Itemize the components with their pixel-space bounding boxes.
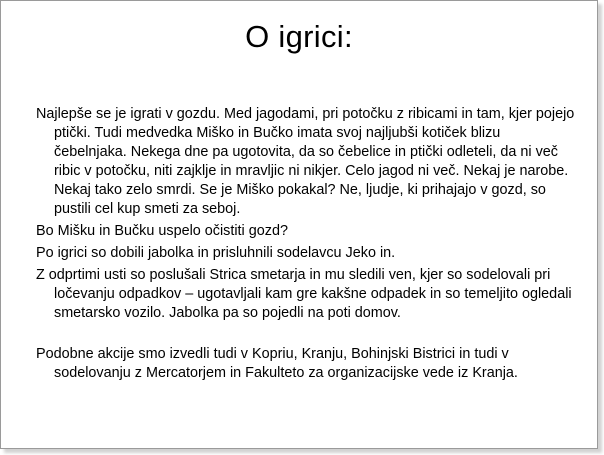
slide-title: O igrici: bbox=[245, 19, 353, 54]
garbage-man-paragraph: Z odprtimi usti so poslušali Strica smetarja in mu sledili ven, kjer so sodelovali pri ločevanju odpadkov – ugotavljali kam gre kakšne odpadek in so temeljito ogledali smetarsko vozilo. Jabolka pa so pojedli na poti domov. bbox=[36, 267, 572, 321]
slide-body bbox=[36, 105, 576, 386]
story-paragraph: Najlepše se je igrati v gozdu. Med jagodami, pri potočku z ribicami in tam, kjer pojejo ptički. Tudi medvedka Miško in Bučko imata svoj najljubši kotiček blizu čebelnjaka. Nekega dne pa ugotovita, da so čebelice in ptički odleteli, da ni več ribic v potočku, niti zajklje in mravljic ni nikjer. Celo jagod ni več. Nekaj je narobe. Nekaj tako zelo smrdi. Se je Miško pokakal? Ne, ljudje, ki prihajajo v gozd, so pustili cel kup smeti za seboj. bbox=[36, 106, 575, 217]
similar-actions-paragraph: Podobne akcije smo izvedli tudi v Kopriu, Kranju, Bohinjski Bistrici in tudi v sodelovanju z Mercatorjem in Fakulteto za organizacijske vede iz Kranja. bbox=[36, 346, 518, 381]
question-paragraph: Bo Mišku in Bučku uspelo očistiti gozd? bbox=[36, 223, 288, 239]
after-play-paragraph: Po igrici so dobili jabolka in prisluhnili sodelavcu Jeko in. bbox=[36, 245, 396, 261]
